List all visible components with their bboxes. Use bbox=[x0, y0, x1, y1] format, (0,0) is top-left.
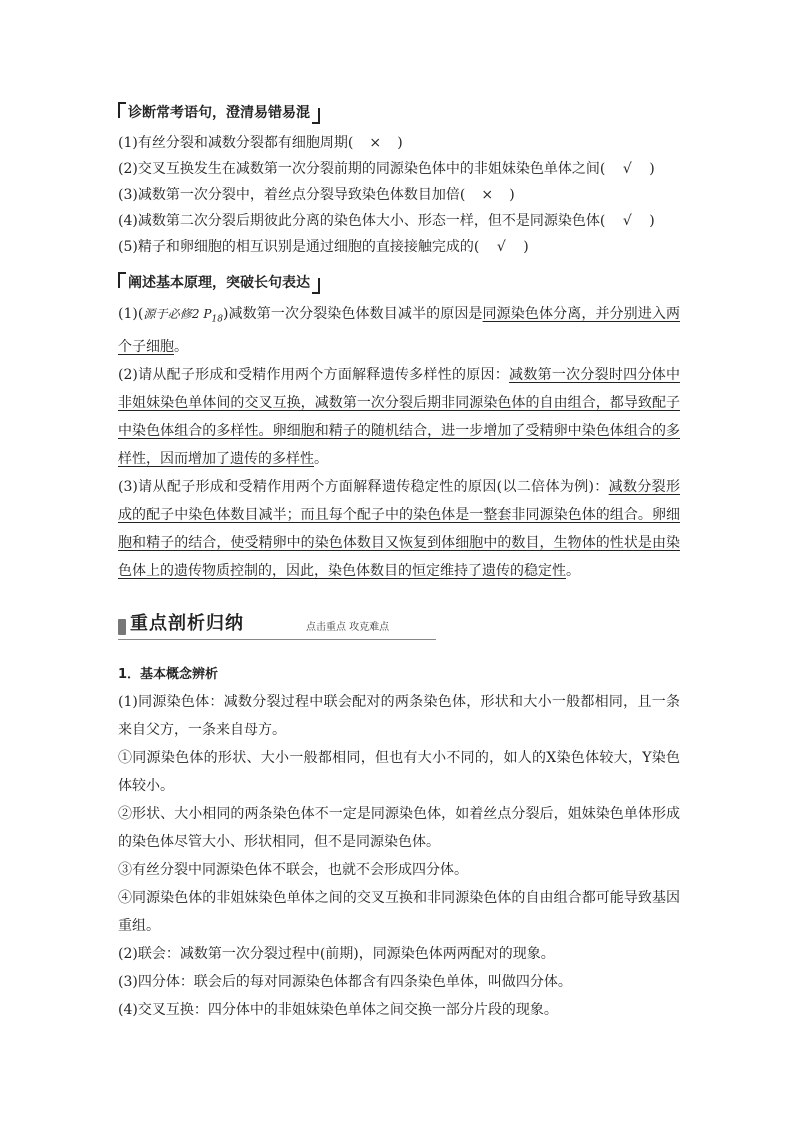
concept-para-2: ①同源染色体的形状、大小一般都相同，但也有大小不同的，如人的X染色体较大，Y染色体较小。 bbox=[118, 750, 680, 795]
explain-question-1: (1)(源于必修2 $P_{18}$)减数第一次分裂染色体数目减半的原因是同源染色体分离，并分别进入两个子细胞。 bbox=[118, 306, 681, 356]
answer-mark-5: √ bbox=[496, 239, 506, 255]
banner-subtitle: 点击重点 攻克难点 bbox=[306, 622, 390, 634]
concept-para-5: ④同源染色体的非姐妹染色单体之间的交叉互换和非同源染色体的自由组合都可能导致基因重组。 bbox=[118, 890, 680, 935]
bracket-left-icon bbox=[118, 102, 126, 118]
answer-mark-3: × bbox=[481, 187, 494, 203]
explain-question-2: (2)请从配子形成和受精作用两个方面解释遗传多样性的原因：减数第一次分裂时四分体中非姐妹染色单体间的交叉互换，减数第一次分裂后期非同源染色体的自由组合，都导致配子中染色体组合的多样性。卵细胞和精子的随机结合，进一步增加了受精卵中染色体组合的多样性，因而增加了遗传的多样性。 bbox=[118, 367, 680, 468]
statement-5: (5)精子和卵细胞的相互识别是通过细胞的直接接触完成的( √ ) bbox=[118, 234, 680, 260]
section-banner bbox=[118, 605, 436, 640]
answer-mark-4: √ bbox=[622, 213, 632, 229]
bracket-left-icon bbox=[118, 272, 126, 288]
statement-3: (3)减数第一次分裂中，着丝点分裂导致染色体数目加倍( × ) bbox=[118, 182, 680, 208]
concept-para-6: (2)联会：减数第一次分裂过程中(前期)，同源染色体两两配对的现象。 bbox=[118, 946, 555, 963]
answer-underline-1: 同源染色体分离，并分别进入两个子细胞 bbox=[118, 306, 681, 356]
section-diagnose-title: 诊断常考语句，澄清易错易混 bbox=[128, 105, 310, 121]
banner-title: 重点剖析归纳 bbox=[130, 613, 244, 635]
source-reference: 源于必修2 $P_{18}$ bbox=[143, 307, 223, 325]
section-diagnose-header bbox=[118, 102, 680, 124]
concept-para-4: ③有丝分裂中同源染色体不联会，也就不会形成四分体。 bbox=[118, 862, 468, 879]
answer-underline-2: 减数第一次分裂时四分体中非姐妹染色单体间的交叉互换，减数第一次分裂后期非同源染色体的自由组合，都导致配子中染色体组合的多样性。卵细胞和精子的随机结合，进一步增加了受精卵中染色体组合的多样性，因而增加了遗传的多样性 bbox=[118, 367, 680, 468]
answer-underline-3: 减数分裂形成的配子中染色体数目减半；而且每个配子中的染色体是一整套非同源染色体的组合。卵细胞和精子的结合，使受精卵中的染色体数目又恢复到体细胞中的数目，生物体的性状是由染色体上的遗传物质控制的，因此，染色体数目的恒定维持了遗传的稳定性 bbox=[118, 479, 680, 580]
concept-heading: 1．基本概念辨析 bbox=[118, 667, 219, 683]
statement-4: (4)减数第二次分裂后期彼此分离的染色体大小、形态一样，但不是同源染色体( √ ) bbox=[118, 208, 680, 234]
bracket-right-icon bbox=[312, 108, 320, 124]
statement-2: (2)交叉互换发生在减数第一次分裂前期的同源染色体中的非姐妹染色单体之间( √ ) bbox=[118, 156, 680, 182]
concept-para-1: (1)同源染色体：减数分裂过程中联会配对的两条染色体，形状和大小一般都相同，且一条来自父方，一条来自母方。 bbox=[118, 694, 680, 739]
statement-1: (1)有丝分裂和减数分裂都有细胞周期( × ) bbox=[118, 130, 680, 156]
explain-question-3: (3)请从配子形成和受精作用两个方面解释遗传稳定性的原因(以二倍体为例)：减数分裂形成的配子中染色体数目减半；而且每个配子中的染色体是一整套非同源染色体的组合。卵细胞和精子的结合，使受精卵中的染色体数目又恢复到体细胞中的数目，生物体的性状是由染色体上的遗传物质控制的，因此，染色体数目的恒定维持了遗传的稳定性。 bbox=[118, 479, 680, 580]
banner-bar-icon bbox=[118, 619, 126, 635]
concept-para-3: ②形状、大小相同的两条染色体不一定是同源染色体，如着丝点分裂后，姐妹染色单体形成的染色体尽管大小、形状相同，但不是同源染色体。 bbox=[118, 806, 680, 851]
answer-mark-2: √ bbox=[622, 161, 632, 177]
section-explain-header bbox=[118, 272, 680, 294]
page-content bbox=[118, 96, 680, 1024]
concept-para-7: (3)四分体：联会后的每对同源染色体都含有四条染色单体，叫做四分体。 bbox=[118, 974, 572, 991]
section-explain-title: 阐述基本原理，突破长句表达 bbox=[128, 275, 310, 291]
concept-para-8: (4)交叉互换：四分体中的非姐妹染色单体之间交换一部分片段的现象。 bbox=[118, 1002, 558, 1019]
bracket-right-icon bbox=[312, 278, 320, 294]
answer-mark-1: × bbox=[369, 135, 382, 151]
